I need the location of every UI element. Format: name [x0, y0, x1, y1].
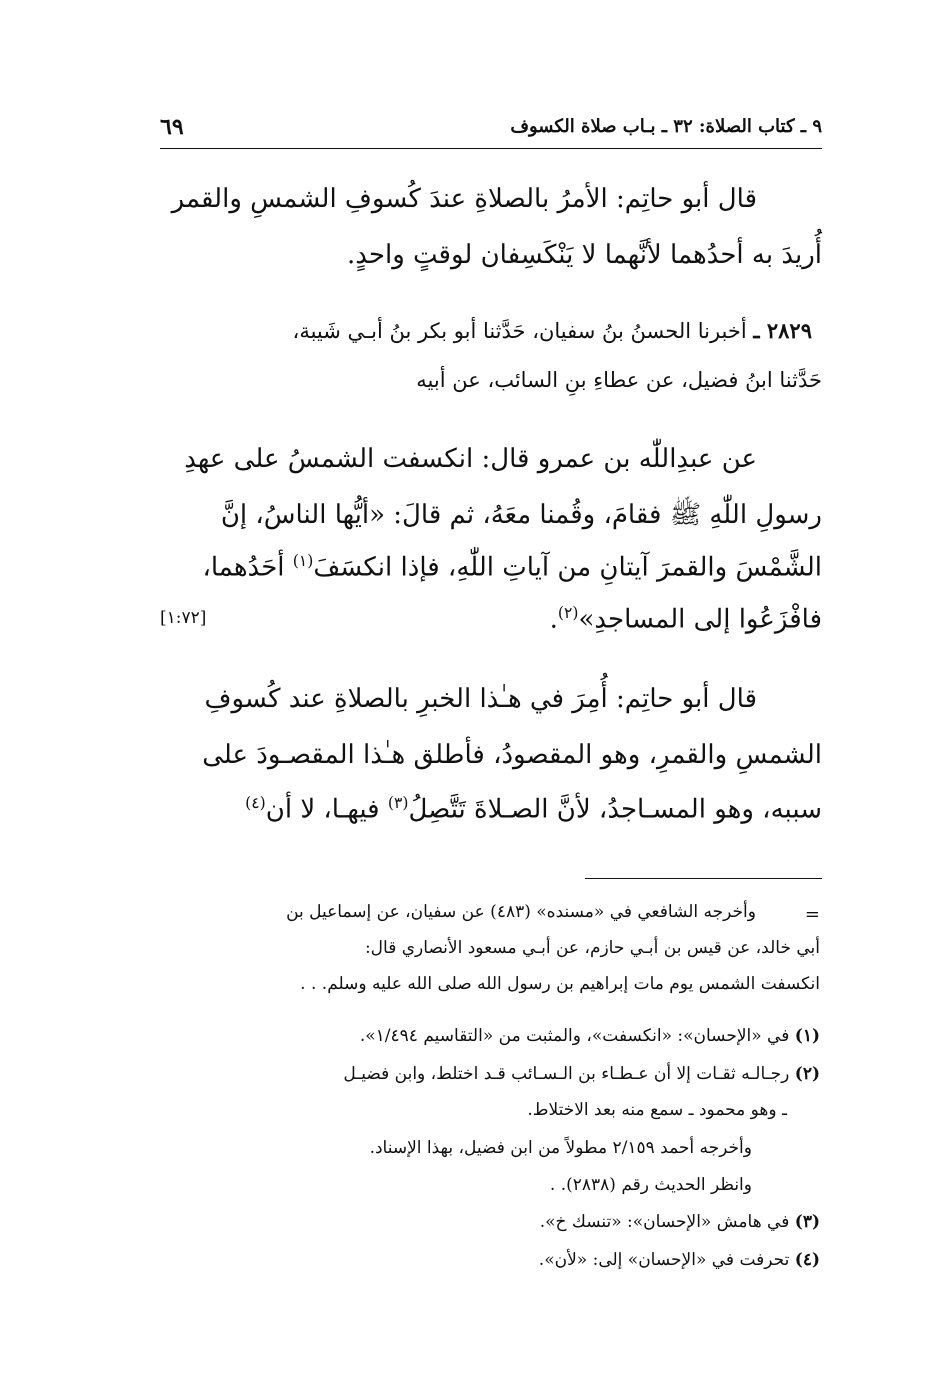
para3-line2: الشمسِ والقمرِ، وهو المقصودُ، فأطلق هـٰذا المقصـودَ على	[202, 740, 822, 770]
matn-line1: عن عبدِاللّٰه بن عمرو قال: انكسفت الشمسُ على عهدِ	[184, 444, 757, 474]
footnote-4-number: (٤)	[794, 1250, 820, 1270]
footnote-cont-line3: انكسفت الشمس يوم مات إبراهيم بن رسول الله صلى الله عليه وسلم. . .	[300, 974, 820, 994]
para3-line3-end: فيهـا، لا أن	[265, 794, 380, 825]
matn-line3-text: الشَّمْسَ والقمرَ آيتانِ من آياتِ اللّٰهِ، فإذا انكسَفَ	[313, 552, 822, 583]
footnote-2	[343, 1064, 820, 1084]
footnote-2-line4: وانظر الحديث رقم (٢٨٣٨). .	[549, 1175, 752, 1195]
footnote-ref-1: (١)	[292, 552, 314, 570]
para1-line2: أُريدَ به أحدُهما لأنَّهما لا يَنْكَسِفان لوقتٍ واحدٍ.	[346, 240, 822, 270]
matn-line3	[202, 552, 822, 583]
continuation-mark: =	[804, 904, 820, 925]
running-title: ٩ ـ كتاب الصلاة: ٣٢ ـ بـاب صلاة الكسوف	[510, 116, 822, 137]
footnote-1-number: (١)	[794, 1026, 820, 1046]
footnote-ref-4: (٤)	[245, 794, 266, 812]
footnote-ref-3: (٣)	[387, 794, 409, 812]
footnote-2-line2: ـ وهو محمود ـ سمع منه بعد الاختلاط.	[527, 1100, 787, 1120]
hadith-number: ٢٨٢٩ ـ	[753, 318, 812, 343]
footnote-3	[540, 1212, 820, 1232]
matn-line4-text: فافْزَعُوا إلى المساجدِ»	[578, 604, 822, 635]
footnote-divider	[585, 878, 822, 879]
para1-line1: قال أبو حاتِم: الأمرُ بالصلاةِ عندَ كُسوفِ الشمسِ والقمر	[171, 184, 757, 214]
footnote-ref-2: (٢)	[557, 604, 579, 622]
footnote-2-number: (٢)	[794, 1064, 820, 1084]
matn-line4-end: .	[549, 604, 558, 635]
isnad-line2: حَدَّثنا ابنُ فضيل، عن عطاءِ بنِ السائب، عن أبيه	[416, 368, 822, 392]
running-header	[160, 108, 822, 149]
footnote-cont-line1: وأخرجه الشافعي في «مسنده» (٤٨٣) عن سفيان، عن إسماعيل بن	[286, 902, 756, 922]
matn-line2: رسولِ اللّٰهِ ﷺ فقامَ، وقُمنا معَهُ، ثم قالَ: «أيُّها الناسُ، إنَّ	[220, 500, 822, 530]
footnote-4-text: تحرفت في «الإحسان» إلى: «لأن».	[538, 1250, 790, 1270]
footnote-cont-line2: أبي خالد، عن قيس بن أبـي حازم، عن أبـي مسعود الأنصاري قال:	[364, 938, 820, 958]
footnote-1-text: في «الإحسان»: «انكسفت»، والمثبت من «التقاسيم ١/٤٩٤».	[359, 1026, 790, 1046]
footnote-3-text: في هامش «الإحسان»: «تنسك خ».	[539, 1212, 790, 1232]
para3-line1: قال أبو حاتِم: أُمِرَ في هـٰذا الخبرِ بالصلاةِ عند كُسوفِ	[204, 684, 757, 714]
matn-line3-end: أحَدُهما،	[202, 552, 285, 583]
footnote-1	[360, 1026, 820, 1046]
matn-reference: [١:٧٢]	[160, 608, 207, 628]
isnad-line1	[293, 318, 812, 343]
para3-line3	[245, 794, 822, 825]
footnote-3-number: (٣)	[794, 1212, 820, 1232]
footnote-2-text: رجـالـه ثقـات إلا أن عـطـاء بن الـسـائب قـد اختلط، وابن فضيـل	[343, 1064, 790, 1084]
matn-line4	[550, 604, 822, 635]
footnote-2-line3: وأخرجه أحمد ٢/١٥٩ مطولاً من ابن فضيل، بهذا الإسناد.	[369, 1138, 752, 1158]
page-number: ٦٩	[160, 114, 184, 140]
para3-line3-text: سببه، وهو المسـاجدُ، لأنَّ الصـلاةَ تَتَّصِلُ	[408, 794, 822, 825]
footnote-4	[539, 1250, 820, 1270]
isnad-text1: أخبرنا الحسنُ بنُ سفيان، حَدَّثنا أبو بكر بنُ أبـي شَيبة،	[292, 319, 747, 343]
